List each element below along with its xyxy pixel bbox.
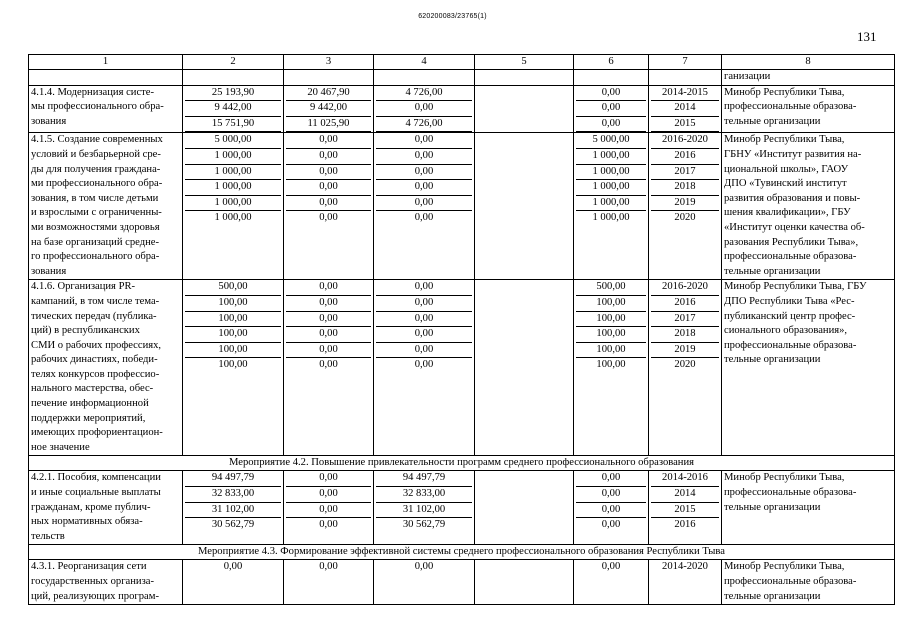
federal-budget [284, 471, 374, 545]
responsible-executors [722, 133, 895, 280]
table-row [29, 471, 895, 545]
cell-line: Минобр Республики Тыва, [724, 86, 845, 98]
cell-line: телях конкурсов профессио- [31, 368, 160, 380]
cell-line: имеющих профориентацион- [31, 427, 163, 439]
municipal-budget [475, 471, 574, 545]
cell-line: 0,00 [319, 212, 338, 224]
cell-line: «Институт оценки качества об- [724, 221, 865, 233]
cell-line: 94 497,79 [185, 471, 281, 487]
cell-line: 15 751,90 [185, 117, 281, 133]
municipal-budget [475, 133, 574, 280]
cell-line: го профессионального обра- [31, 251, 160, 263]
cell-line: 0,00 [376, 180, 472, 196]
cell-line: 100,00 [576, 312, 646, 328]
cell-line: 0,00 [286, 196, 371, 212]
cell-line: 20 467,90 [286, 86, 371, 102]
cell-line: на базе организаций средне- [31, 236, 160, 248]
table-row [29, 133, 895, 280]
cell-line: 0,00 [319, 561, 338, 573]
cell-line: 2014-2016 [651, 471, 719, 487]
total-funding [183, 280, 284, 456]
program-table [28, 54, 895, 605]
column-number: 2 [183, 55, 284, 70]
responsible-executors [722, 280, 895, 456]
cell-line: 100,00 [576, 327, 646, 343]
municipal-budget [475, 280, 574, 456]
cell-line: 2020 [674, 359, 696, 371]
cell-line: 2017 [651, 165, 719, 181]
cell-line: сионального образования», [724, 325, 848, 337]
document-id: 620200083/23765(1) [418, 13, 487, 20]
cell-line: 0,00 [286, 149, 371, 165]
section-row [29, 545, 895, 560]
cell-line: 11 025,90 [286, 117, 371, 133]
cell-line: тельные организации [724, 590, 821, 602]
cell-line: 1 000,00 [185, 196, 281, 212]
cell-line: 2015 [651, 503, 719, 519]
column-number: 4 [374, 55, 475, 70]
cell-line: 2016 [674, 519, 696, 531]
cell-line: 2016-2020 [651, 133, 719, 149]
cell-line: зования, в том числе детьми [31, 192, 159, 204]
cell-line: профессиональные образова- [724, 487, 857, 499]
cell-line: 0,00 [376, 280, 472, 296]
republic-budget [374, 280, 475, 456]
republic-budget [374, 85, 475, 133]
cell-line: профессиональные образова- [724, 101, 857, 113]
cell-line: 100,00 [218, 359, 248, 371]
cell-line: кампаний, в том числе тема- [31, 295, 160, 307]
cell-line: тельные организации [724, 354, 821, 366]
cell-line: 0,00 [601, 561, 621, 573]
cell-line: ДПО «Тувинский институт [724, 178, 847, 190]
cell-line: 0,00 [286, 343, 371, 359]
cell-line: Минобр Республики Тыва, [724, 472, 845, 484]
cell-line: 4.2.1. Пособия, компенсации [31, 472, 161, 484]
extra-budgetary-funds [574, 85, 649, 133]
republic-budget [374, 471, 475, 545]
cell-line: ное значение [31, 441, 90, 453]
responsible-executors [722, 471, 895, 545]
cell-line: 0,00 [576, 86, 646, 102]
cell-line: 2014-2015 [651, 86, 719, 102]
cell-line: поддержки мероприятий, [31, 412, 146, 424]
cell-line: 31 102,00 [376, 503, 472, 519]
responsible-executors [722, 85, 895, 133]
cell-line: 0,00 [376, 196, 472, 212]
cell-line: 0,00 [376, 101, 472, 117]
cell-line: 2015 [651, 117, 719, 133]
cell-line: ций) в республиканских [31, 325, 140, 337]
page-number: 131 [857, 29, 877, 44]
cell-line: 0,00 [414, 561, 434, 573]
total-funding [183, 560, 284, 605]
cell-line: 31 102,00 [185, 503, 281, 519]
table-row [29, 280, 895, 456]
cell-line: 0,00 [576, 471, 646, 487]
cell-line: 0,00 [319, 359, 338, 371]
cell-line: 0,00 [576, 117, 646, 133]
responsible-executors [722, 560, 895, 605]
cell-line: тельные организации [724, 115, 821, 127]
cell-line: ми возможностями здоровья [31, 221, 160, 233]
implementation-period [649, 85, 722, 133]
cell-line: 9 442,00 [185, 101, 281, 117]
cell-line: тельств [31, 530, 65, 542]
cell-line: 1 000,00 [576, 196, 646, 212]
cell-line: 0,00 [286, 180, 371, 196]
cell-line: 0,00 [601, 519, 621, 531]
cell-line: 2018 [651, 327, 719, 343]
measure-description [29, 471, 183, 545]
section-heading: Мероприятие 4.2. Повышение привлекательности программ среднего профессионального образования [29, 456, 895, 471]
total-funding [183, 85, 284, 133]
cell-line: ды для получения граждана- [31, 163, 161, 175]
column-number: 6 [574, 55, 649, 70]
municipal-budget [475, 85, 574, 133]
cell-line: зования [31, 265, 67, 277]
cell-line: 1 000,00 [214, 212, 252, 224]
cell-line: 1 000,00 [576, 149, 646, 165]
cell-line: разования Республики Тыва», [724, 236, 859, 248]
cell-line: 100,00 [185, 312, 281, 328]
extra-budgetary-funds [574, 560, 649, 605]
measure-description [29, 133, 183, 280]
cell-line: 5 000,00 [576, 133, 646, 149]
cell-line: 1 000,00 [185, 149, 281, 165]
cell-line: Минобр Республики Тыва, [724, 134, 845, 146]
cell-line: ций, реализующих програм- [31, 590, 159, 602]
extra-budgetary-funds [574, 280, 649, 456]
cell-line: 0,00 [414, 359, 434, 371]
cell-line: Минобр Республики Тыва, ГБУ [724, 281, 867, 293]
cell-line: государственных организа- [31, 576, 154, 587]
cell-line: 0,00 [286, 487, 371, 503]
cell-line: профессиональные образова- [724, 251, 857, 263]
cell-line: публиканский центр профес- [724, 310, 856, 322]
cell-line: 2019 [651, 196, 719, 212]
cell-line: 0,00 [286, 471, 371, 487]
cell-line: 2018 [651, 180, 719, 196]
cell-line: 100,00 [185, 296, 281, 312]
federal-budget [284, 280, 374, 456]
cell-line: 2020 [674, 212, 696, 224]
cell-line: 0,00 [319, 519, 338, 531]
cell-line: 9 442,00 [286, 101, 371, 117]
implementation-period [649, 280, 722, 456]
implementation-period [649, 471, 722, 545]
measure-description [29, 280, 183, 456]
cell-line: 0,00 [376, 165, 472, 181]
cell-line: 0,00 [376, 296, 472, 312]
cell-line: и иные социальные выплаты [31, 487, 161, 499]
cell-line: 4.1.5. Создание современных [31, 134, 163, 146]
cell-line: 0,00 [576, 487, 646, 503]
extra-budgetary-funds [574, 133, 649, 280]
cell-line: 32 833,00 [185, 487, 281, 503]
cell-line: рабочих династиях, победи- [31, 354, 158, 366]
cell-line: 0,00 [286, 503, 371, 519]
section-row [29, 456, 895, 471]
cell-line: тельные организации [724, 265, 821, 277]
cell-line: 2014-2020 [662, 561, 708, 573]
cell-line: 4.1.4. Модернизация систе- [31, 86, 155, 98]
cell-line: 0,00 [576, 101, 646, 117]
cell-line: 1 000,00 [185, 180, 281, 196]
cell-line: 100,00 [576, 296, 646, 312]
cell-line: 32 833,00 [376, 487, 472, 503]
cell-line: 2019 [651, 343, 719, 359]
cell-line: СМИ о рабочих профессиях, [31, 339, 162, 351]
municipal-budget [475, 560, 574, 605]
cell-line: 0,00 [376, 327, 472, 343]
cell-line: 4 726,00 [376, 86, 472, 102]
cell-line: гражданам, кроме публич- [31, 501, 151, 513]
cell-line: 0,00 [286, 296, 371, 312]
measure-description [29, 85, 183, 133]
cell-line: 0,00 [286, 312, 371, 328]
cell-line: 1 000,00 [576, 180, 646, 196]
cell-line: 0,00 [286, 327, 371, 343]
cell-line: тических передач (публика- [31, 310, 157, 322]
total-funding [183, 133, 284, 280]
federal-budget [284, 85, 374, 133]
table-row [29, 560, 895, 605]
cell-line: нального мастерства, обес- [31, 383, 154, 395]
cell-line: тельные организации [724, 501, 821, 513]
cell-line: 2016 [651, 296, 719, 312]
republic-budget [374, 133, 475, 280]
cell-line: циональной школы», ГАОУ [724, 163, 849, 175]
column-number: 8 [722, 55, 895, 70]
column-number: 5 [475, 55, 574, 70]
cell-line: мы профессионального обра- [31, 101, 164, 113]
cell-line: условий и безбарьерной сре- [31, 148, 161, 160]
republic-budget [374, 560, 475, 605]
total-funding [183, 471, 284, 545]
implementation-period [649, 133, 722, 280]
table-row [29, 85, 895, 133]
cell-line: профессиональные образова- [724, 576, 857, 587]
cell-line: 0,00 [286, 165, 371, 181]
cell-line: зования [31, 115, 67, 127]
continuation-row [29, 70, 895, 86]
cell-line: 4.3.1. Реорганизация сети [31, 561, 147, 573]
cell-line: 4 726,00 [376, 117, 472, 133]
cell-line: 25 193,90 [185, 86, 281, 102]
cell-line: печение информационной [31, 398, 149, 410]
cell-line: 0,00 [576, 503, 646, 519]
cell-line: шения квалификации», ГБУ [724, 207, 851, 219]
cell-line: ДПО Республики Тыва «Рес- [724, 295, 855, 307]
column-number-row [29, 55, 895, 70]
cell-line: 0,00 [376, 343, 472, 359]
cell-line: 4.1.6. Организация PR- [31, 281, 136, 293]
cell-line: 2016 [651, 149, 719, 165]
section-heading: Мероприятие 4.3. Формирование эффективной системы среднего профессионального образования Республики Тыва [29, 545, 895, 560]
cell-line: ми профессионального обра- [31, 178, 163, 190]
column-number: 7 [649, 55, 722, 70]
federal-budget [284, 560, 374, 605]
cell-line: 0,00 [376, 149, 472, 165]
cell-line: Минобр Республики Тыва, [724, 561, 845, 573]
cell-line: и взрослыми с ограниченны- [31, 207, 162, 219]
cell-line: 2017 [651, 312, 719, 328]
cell-line: 500,00 [185, 280, 281, 296]
cell-line: ГБНУ «Институт развития на- [724, 148, 862, 160]
cell-line: 100,00 [576, 343, 646, 359]
cell-line: развития образования и повы- [724, 192, 861, 204]
federal-budget [284, 133, 374, 280]
cell-line: 500,00 [576, 280, 646, 296]
cell-line: 94 497,79 [376, 471, 472, 487]
cell-line: 5 000,00 [185, 133, 281, 149]
cell-line: 2014 [651, 487, 719, 503]
column-number: 1 [29, 55, 183, 70]
continuation-text: ганизации [722, 70, 895, 86]
cell-line: 0,00 [223, 561, 243, 573]
implementation-period [649, 560, 722, 605]
cell-line: ных нормативных обяза- [31, 516, 143, 528]
cell-line: 0,00 [414, 212, 434, 224]
column-number: 3 [284, 55, 374, 70]
cell-line: 0,00 [286, 280, 371, 296]
cell-line: 2016-2020 [651, 280, 719, 296]
cell-line: 1 000,00 [576, 165, 646, 181]
cell-line: 30 562,79 [402, 519, 446, 531]
cell-line: профессиональные образова- [724, 339, 857, 351]
cell-line: 2014 [651, 101, 719, 117]
cell-line: 0,00 [376, 312, 472, 328]
measure-description [29, 560, 183, 605]
cell-line: 1 000,00 [185, 165, 281, 181]
extra-budgetary-funds [574, 471, 649, 545]
cell-line: 0,00 [286, 133, 371, 149]
cell-line: 0,00 [376, 133, 472, 149]
cell-line: 100,00 [596, 359, 626, 371]
cell-line: 100,00 [185, 327, 281, 343]
cell-line: 1 000,00 [592, 212, 630, 224]
cell-line: 100,00 [185, 343, 281, 359]
cell-line: 30 562,79 [211, 519, 255, 531]
